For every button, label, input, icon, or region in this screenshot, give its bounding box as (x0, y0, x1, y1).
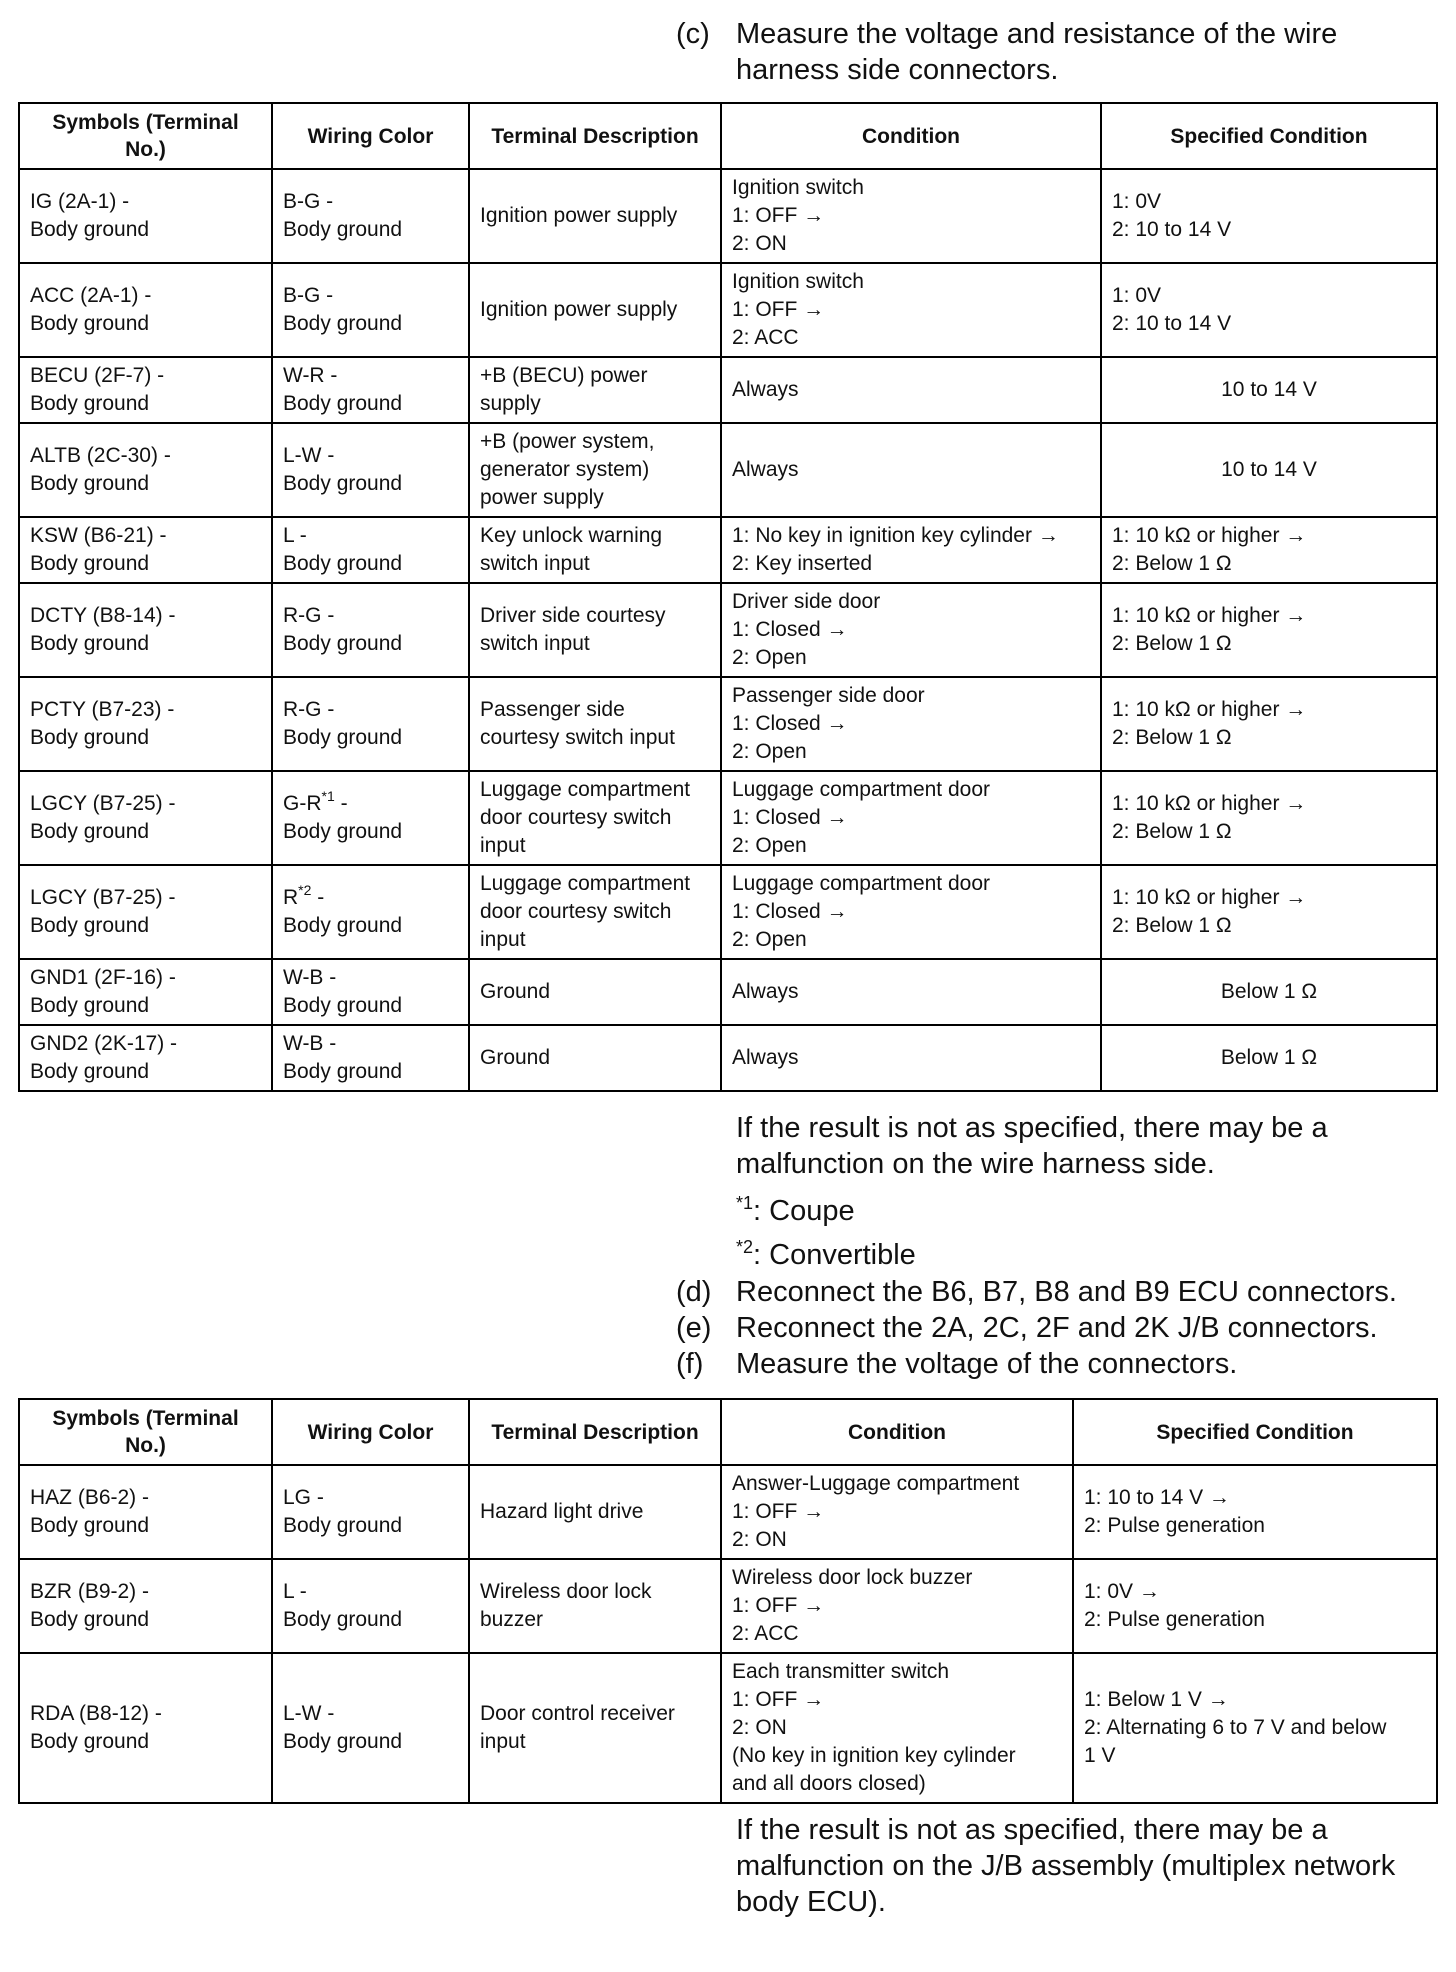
symbol-cell: KSW (B6-21) - Body ground (19, 517, 272, 583)
spec-cell: 1: 10 kΩ or higher → 2: Below 1 Ω (1101, 865, 1437, 959)
condition-cell: Always (721, 959, 1101, 1025)
condition-cell: Wireless door lock buzzer 1: OFF → 2: ACC (721, 1559, 1073, 1653)
step-text: Measure the voltage of the connectors. (736, 1348, 1238, 1380)
wire-harness-spec-table (18, 102, 1438, 1092)
condition-cell: 1: No key in ignition key cylinder → 2: Key inserted (721, 517, 1101, 583)
table-header-row (19, 1399, 1437, 1465)
result-note-wire-harness: If the result is not as specified, there may be a malfunction on the wire harness side. (736, 1112, 1328, 1180)
table-row (19, 677, 1437, 771)
step-text: Reconnect the 2A, 2C, 2F and 2K J/B connectors. (736, 1312, 1378, 1344)
header-condition: Condition (721, 1399, 1073, 1465)
description-cell: +B (power system, generator system) power supply (469, 423, 721, 517)
symbol-cell: ALTB (2C-30) - Body ground (19, 423, 272, 517)
header-symbols: Symbols (Terminal No.) (19, 1399, 272, 1465)
header-symbols: Symbols (Terminal No.) (19, 103, 272, 169)
symbol-cell: PCTY (B7-23) - Body ground (19, 677, 272, 771)
header-terminal-description: Terminal Description (469, 1399, 721, 1465)
wiring-cell: B-G - Body ground (272, 263, 469, 357)
spec-cell: 1: 10 kΩ or higher → 2: Below 1 Ω (1101, 771, 1437, 865)
footnote-convertible: $^{*2}$: Convertible (736, 1237, 916, 1271)
symbol-cell: LGCY (B7-25) - Body ground (19, 771, 272, 865)
description-cell: Passenger side courtesy switch input (469, 677, 721, 771)
table-row (19, 1653, 1437, 1803)
header-specified-condition: Specified Condition (1073, 1399, 1437, 1465)
symbol-cell: RDA (B8-12) - Body ground (19, 1653, 272, 1803)
spec-cell: 1: 0V → 2: Pulse generation (1073, 1559, 1437, 1653)
spec-cell: Below 1 Ω (1101, 1025, 1437, 1091)
wiring-cell: R-G - Body ground (272, 583, 469, 677)
wiring-cell: $R^{*2}$ - Body ground (272, 865, 469, 959)
wiring-cell: LG - Body ground (272, 1465, 469, 1559)
step-label: (c) (676, 18, 710, 50)
table-row (19, 517, 1437, 583)
description-cell: Driver side courtesy switch input (469, 583, 721, 677)
footnote-coupe: $^{*1}$: Coupe (736, 1193, 855, 1227)
wiring-cell: L - Body ground (272, 1559, 469, 1653)
header-wiring-color: Wiring Color (272, 1399, 469, 1465)
description-cell: Luggage compartment door courtesy switch input (469, 865, 721, 959)
table-row (19, 865, 1437, 959)
condition-cell: Each transmitter switch 1: OFF → 2: ON (No key in ignition key cylinder and all doors closed) (721, 1653, 1073, 1803)
table-row (19, 1465, 1437, 1559)
step-d (676, 1274, 1436, 1310)
spec-cell: 1: 10 kΩ or higher → 2: Below 1 Ω (1101, 677, 1437, 771)
description-cell: Hazard light drive (469, 1465, 721, 1559)
table-header-row (19, 103, 1437, 169)
condition-cell: Answer-Luggage compartment 1: OFF → 2: ON (721, 1465, 1073, 1559)
wiring-cell: R-G - Body ground (272, 677, 469, 771)
spec-cell: 1: 0V 2: 10 to 14 V (1101, 169, 1437, 263)
symbol-cell: HAZ (B6-2) - Body ground (19, 1465, 272, 1559)
symbol-cell: BZR (B9-2) - Body ground (19, 1559, 272, 1653)
step-label: (f) (676, 1348, 704, 1380)
table-row (19, 169, 1437, 263)
table-row (19, 357, 1437, 423)
wiring-cell: B-G - Body ground (272, 169, 469, 263)
wiring-cell: L-W - Body ground (272, 1653, 469, 1803)
table-row (19, 423, 1437, 517)
table-row (19, 1025, 1437, 1091)
condition-cell: Luggage compartment door 1: Closed → 2: Open (721, 771, 1101, 865)
connector-voltage-table (18, 1398, 1438, 1804)
symbol-cell: GND1 (2F-16) - Body ground (19, 959, 272, 1025)
condition-cell: Ignition switch 1: OFF → 2: ON (721, 169, 1101, 263)
description-cell: Ground (469, 959, 721, 1025)
header-specified-condition: Specified Condition (1101, 103, 1437, 169)
wiring-cell: $G-R^{*1}$ - Body ground (272, 771, 469, 865)
table-row (19, 1559, 1437, 1653)
symbol-cell: ACC (2A-1) - Body ground (19, 263, 272, 357)
step-label: (d) (676, 1276, 712, 1308)
condition-cell: Luggage compartment door 1: Closed → 2: Open (721, 865, 1101, 959)
wiring-cell: W-R - Body ground (272, 357, 469, 423)
step-f (676, 1346, 1436, 1382)
spec-cell: 1: Below 1 V → 2: Alternating 6 to 7 V and below 1 V (1073, 1653, 1437, 1803)
description-cell: Luggage compartment door courtesy switch input (469, 771, 721, 865)
symbol-cell: DCTY (B8-14) - Body ground (19, 583, 272, 677)
spec-cell: 1: 10 kΩ or higher → 2: Below 1 Ω (1101, 583, 1437, 677)
spec-cell: 1: 10 to 14 V → 2: Pulse generation (1073, 1465, 1437, 1559)
description-cell: +B (BECU) power supply (469, 357, 721, 423)
header-wiring-color: Wiring Color (272, 103, 469, 169)
table-row (19, 771, 1437, 865)
description-cell: Ignition power supply (469, 263, 721, 357)
table-row (19, 583, 1437, 677)
step-text: Reconnect the B6, B7, B8 and B9 ECU connectors. (736, 1276, 1397, 1308)
condition-cell: Always (721, 423, 1101, 517)
symbol-cell: BECU (2F-7) - Body ground (19, 357, 272, 423)
wiring-cell: W-B - Body ground (272, 959, 469, 1025)
header-terminal-description: Terminal Description (469, 103, 721, 169)
description-cell: Ignition power supply (469, 169, 721, 263)
table-row (19, 959, 1437, 1025)
step-text: Measure the voltage and resistance of the wire harness side connectors. (736, 18, 1338, 86)
spec-cell: 1: 10 kΩ or higher → 2: Below 1 Ω (1101, 517, 1437, 583)
condition-cell: Ignition switch 1: OFF → 2: ACC (721, 263, 1101, 357)
spec-cell: 10 to 14 V (1101, 357, 1437, 423)
result-note-jb-assembly: If the result is not as specified, there may be a malfunction on the J/B assembly (multiplex network body ECU). (736, 1814, 1396, 1918)
spec-cell: 10 to 14 V (1101, 423, 1437, 517)
step-c (676, 16, 1436, 88)
step-label: (e) (676, 1312, 712, 1344)
description-cell: Key unlock warning switch input (469, 517, 721, 583)
wiring-cell: L - Body ground (272, 517, 469, 583)
condition-cell: Always (721, 357, 1101, 423)
condition-cell: Always (721, 1025, 1101, 1091)
symbol-cell: LGCY (B7-25) - Body ground (19, 865, 272, 959)
condition-cell: Passenger side door 1: Closed → 2: Open (721, 677, 1101, 771)
spec-cell: Below 1 Ω (1101, 959, 1437, 1025)
symbol-cell: IG (2A-1) - Body ground (19, 169, 272, 263)
table-row (19, 263, 1437, 357)
description-cell: Ground (469, 1025, 721, 1091)
header-condition: Condition (721, 103, 1101, 169)
spec-cell: 1: 0V 2: 10 to 14 V (1101, 263, 1437, 357)
step-e (676, 1310, 1436, 1346)
description-cell: Wireless door lock buzzer (469, 1559, 721, 1653)
wiring-cell: L-W - Body ground (272, 423, 469, 517)
symbol-cell: GND2 (2K-17) - Body ground (19, 1025, 272, 1091)
wiring-cell: W-B - Body ground (272, 1025, 469, 1091)
description-cell: Door control receiver input (469, 1653, 721, 1803)
condition-cell: Driver side door 1: Closed → 2: Open (721, 583, 1101, 677)
